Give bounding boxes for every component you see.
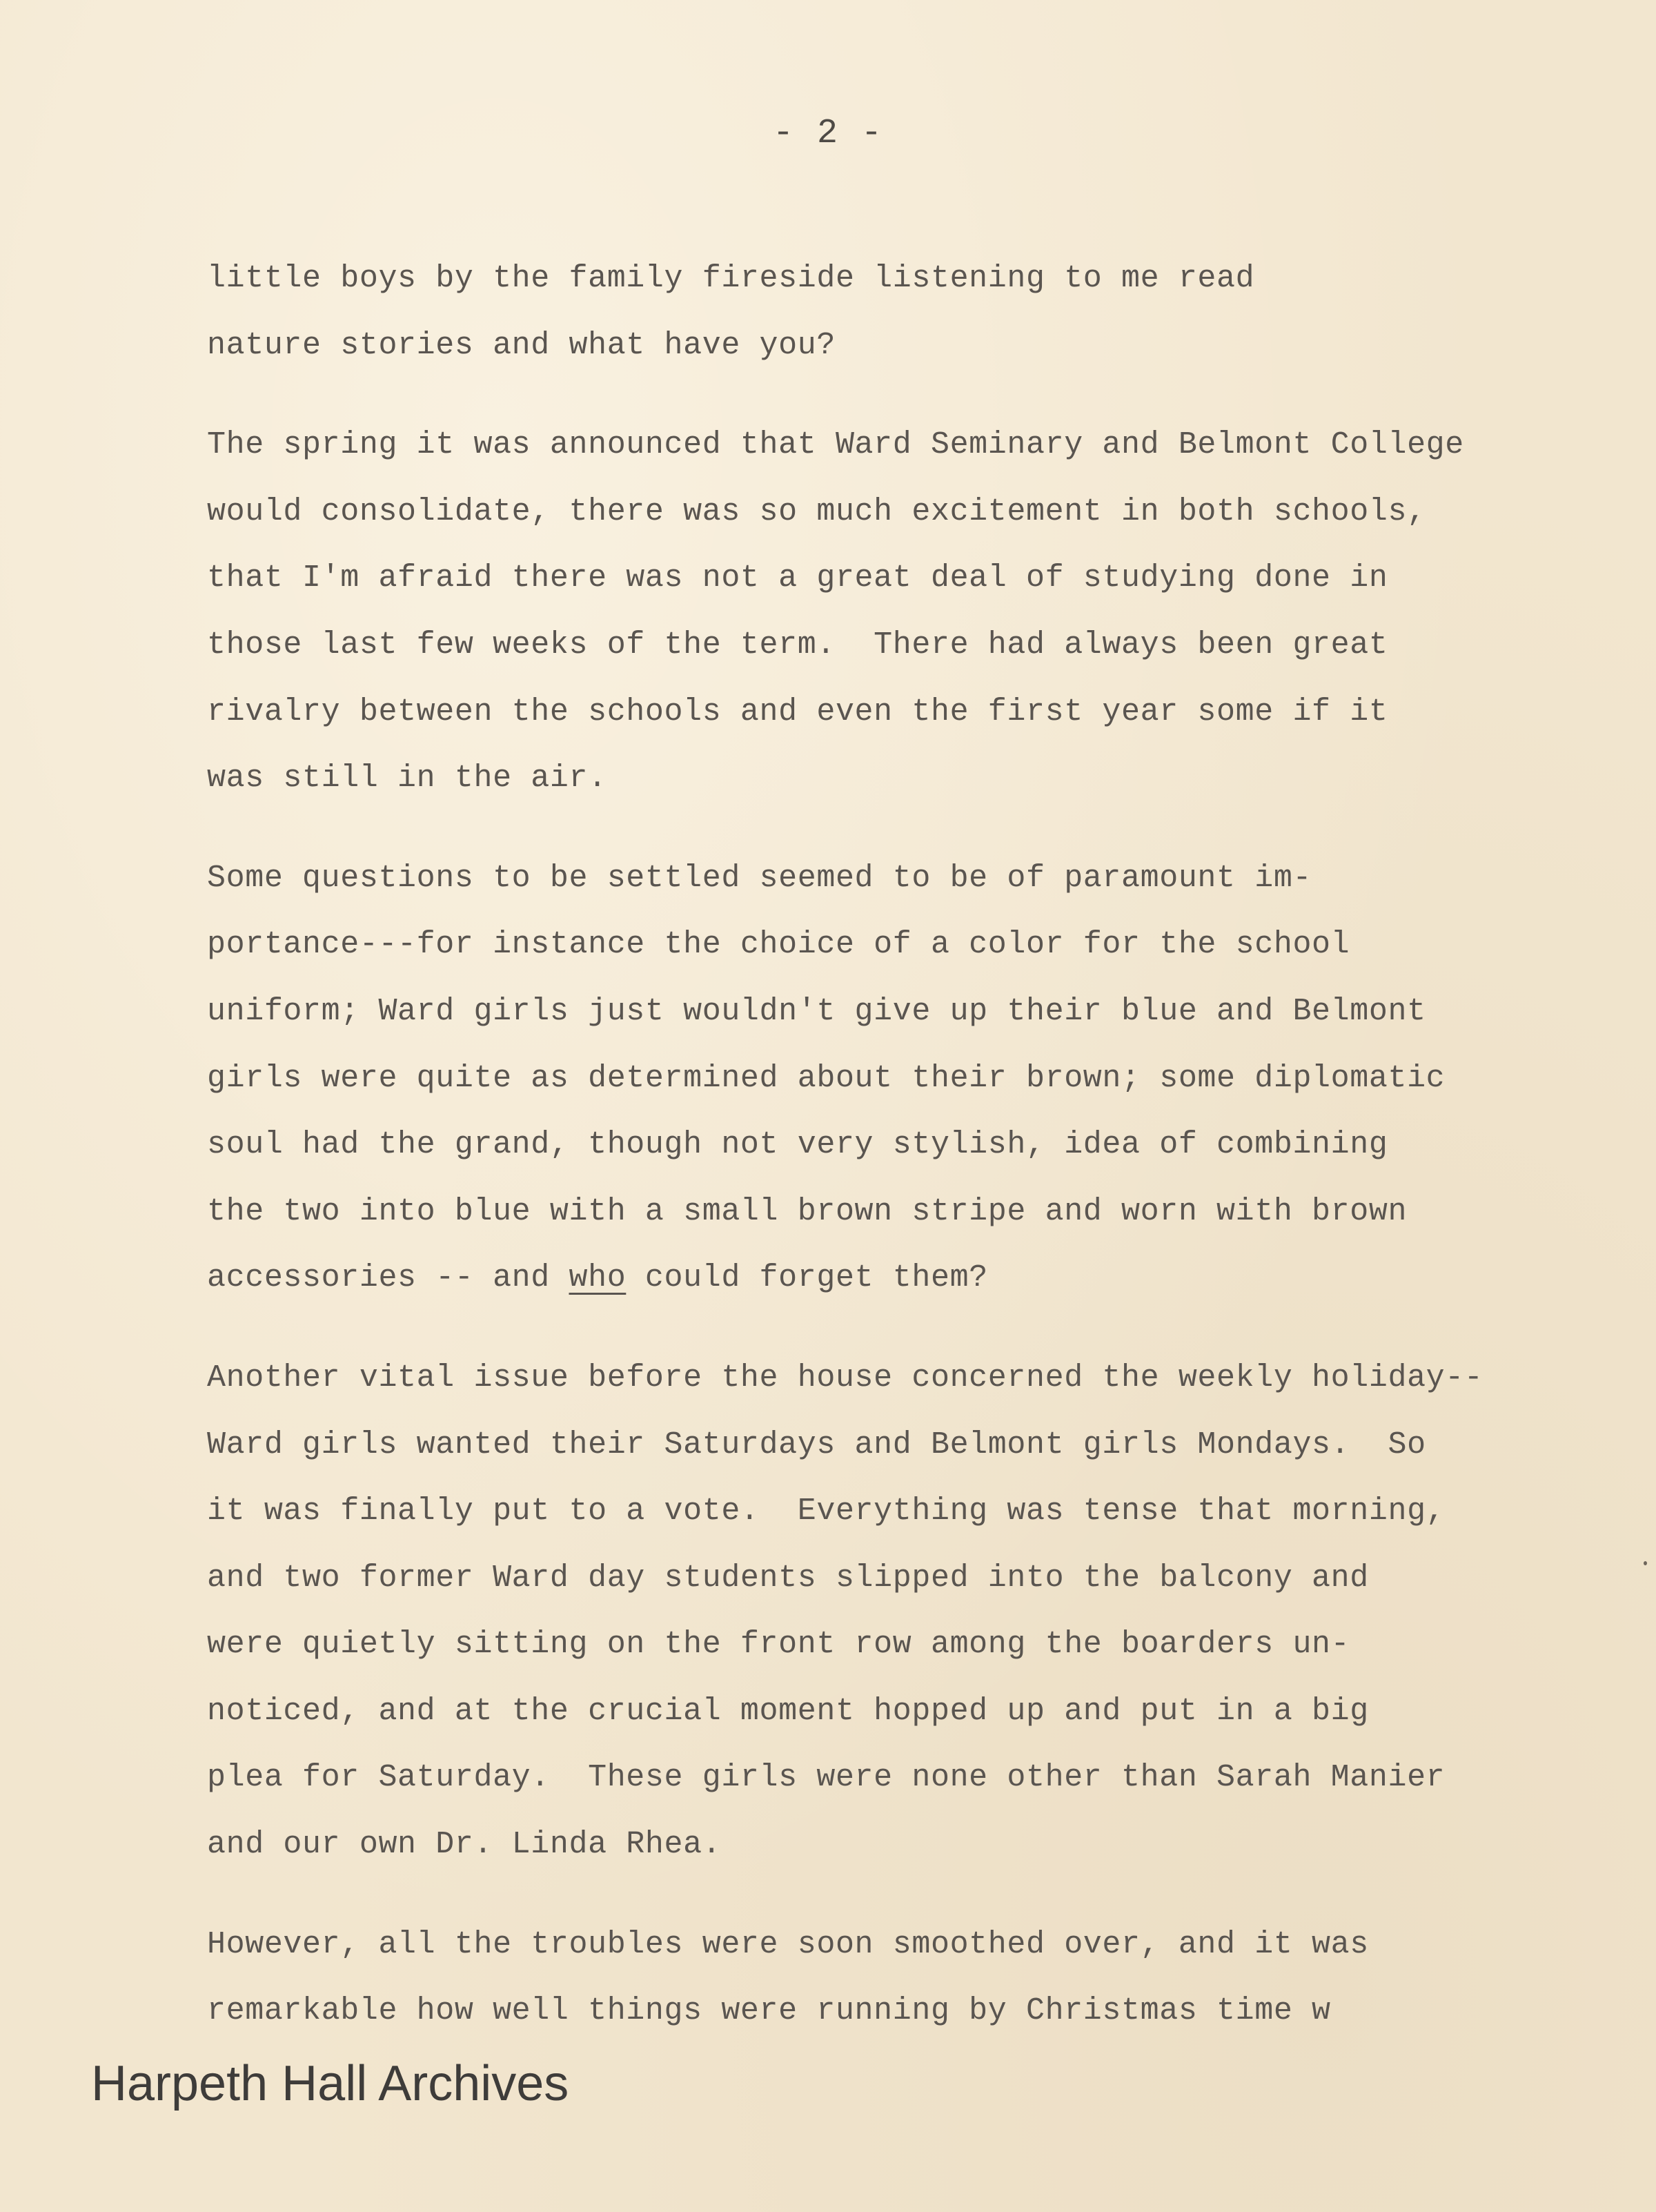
paragraph-2 xyxy=(207,412,1587,812)
text-line: rivalry between the schools and even the first year some if it xyxy=(207,694,1388,730)
text-line: The spring it was announced that Ward Seminary and Belmont College xyxy=(207,427,1464,463)
text-line: Ward girls wanted their Saturdays and Belmont girls Mondays. So xyxy=(207,1427,1426,1462)
text-line: portance---for instance the choice of a color for the school xyxy=(207,927,1350,963)
paragraph-1 xyxy=(207,246,1587,379)
text-segment: accessories -- and xyxy=(207,1260,569,1296)
text-line: However, all the troubles were soon smoothed over, and it was xyxy=(207,1926,1369,1962)
archive-watermark: Harpeth Hall Archives xyxy=(91,2056,569,2111)
text-line: and two former Ward day students slipped into the balcony and xyxy=(207,1560,1369,1596)
paper-speck xyxy=(1644,1561,1647,1565)
text-line: remarkable how well things were running by Christmas time w xyxy=(207,1993,1331,2029)
paragraph-4 xyxy=(207,1345,1587,1879)
text-line: Some questions to be settled seemed to be of paramount im- xyxy=(207,860,1312,896)
text-segment: could forget them? xyxy=(626,1260,988,1296)
text-line xyxy=(207,1245,1587,1312)
text-line: was still in the air. xyxy=(207,761,607,796)
text-line: were quietly sitting on the front row among the boarders un- xyxy=(207,1627,1350,1663)
paragraph-5 xyxy=(207,1912,1587,2045)
text-line: soul had the grand, though not very stylish, idea of combining xyxy=(207,1127,1388,1163)
text-line: and our own Dr. Linda Rhea. xyxy=(207,1827,722,1863)
text-line: Another vital issue before the house concerned the weekly holiday-- xyxy=(207,1360,1483,1396)
text-line: it was finally put to a vote. Everything was tense that morning, xyxy=(207,1494,1446,1529)
text-line: girls were quite as determined about their brown; some diplomatic xyxy=(207,1060,1446,1096)
text-line: would consolidate, there was so much excitement in both schools, xyxy=(207,493,1426,529)
text-line: that I'm afraid there was not a great deal of studying done in xyxy=(207,560,1388,596)
text-line: little boys by the family fireside listening to me read xyxy=(207,261,1255,296)
text-line: those last few weeks of the term. There had always been great xyxy=(207,627,1388,663)
page-number: - 2 - xyxy=(772,114,884,153)
text-line: plea for Saturday. These girls were none other than Sarah Manier xyxy=(207,1760,1446,1796)
text-line: nature stories and what have you? xyxy=(207,327,836,363)
text-line: uniform; Ward girls just wouldn't give up their blue and Belmont xyxy=(207,993,1426,1029)
underlined-word: who xyxy=(569,1260,627,1296)
text-line: noticed, and at the crucial moment hopped up and put in a big xyxy=(207,1693,1369,1729)
paragraph-3 xyxy=(207,845,1587,1312)
typed-letter-body xyxy=(207,246,1587,2078)
text-line: the two into blue with a small brown stripe and worn with brown xyxy=(207,1193,1408,1229)
